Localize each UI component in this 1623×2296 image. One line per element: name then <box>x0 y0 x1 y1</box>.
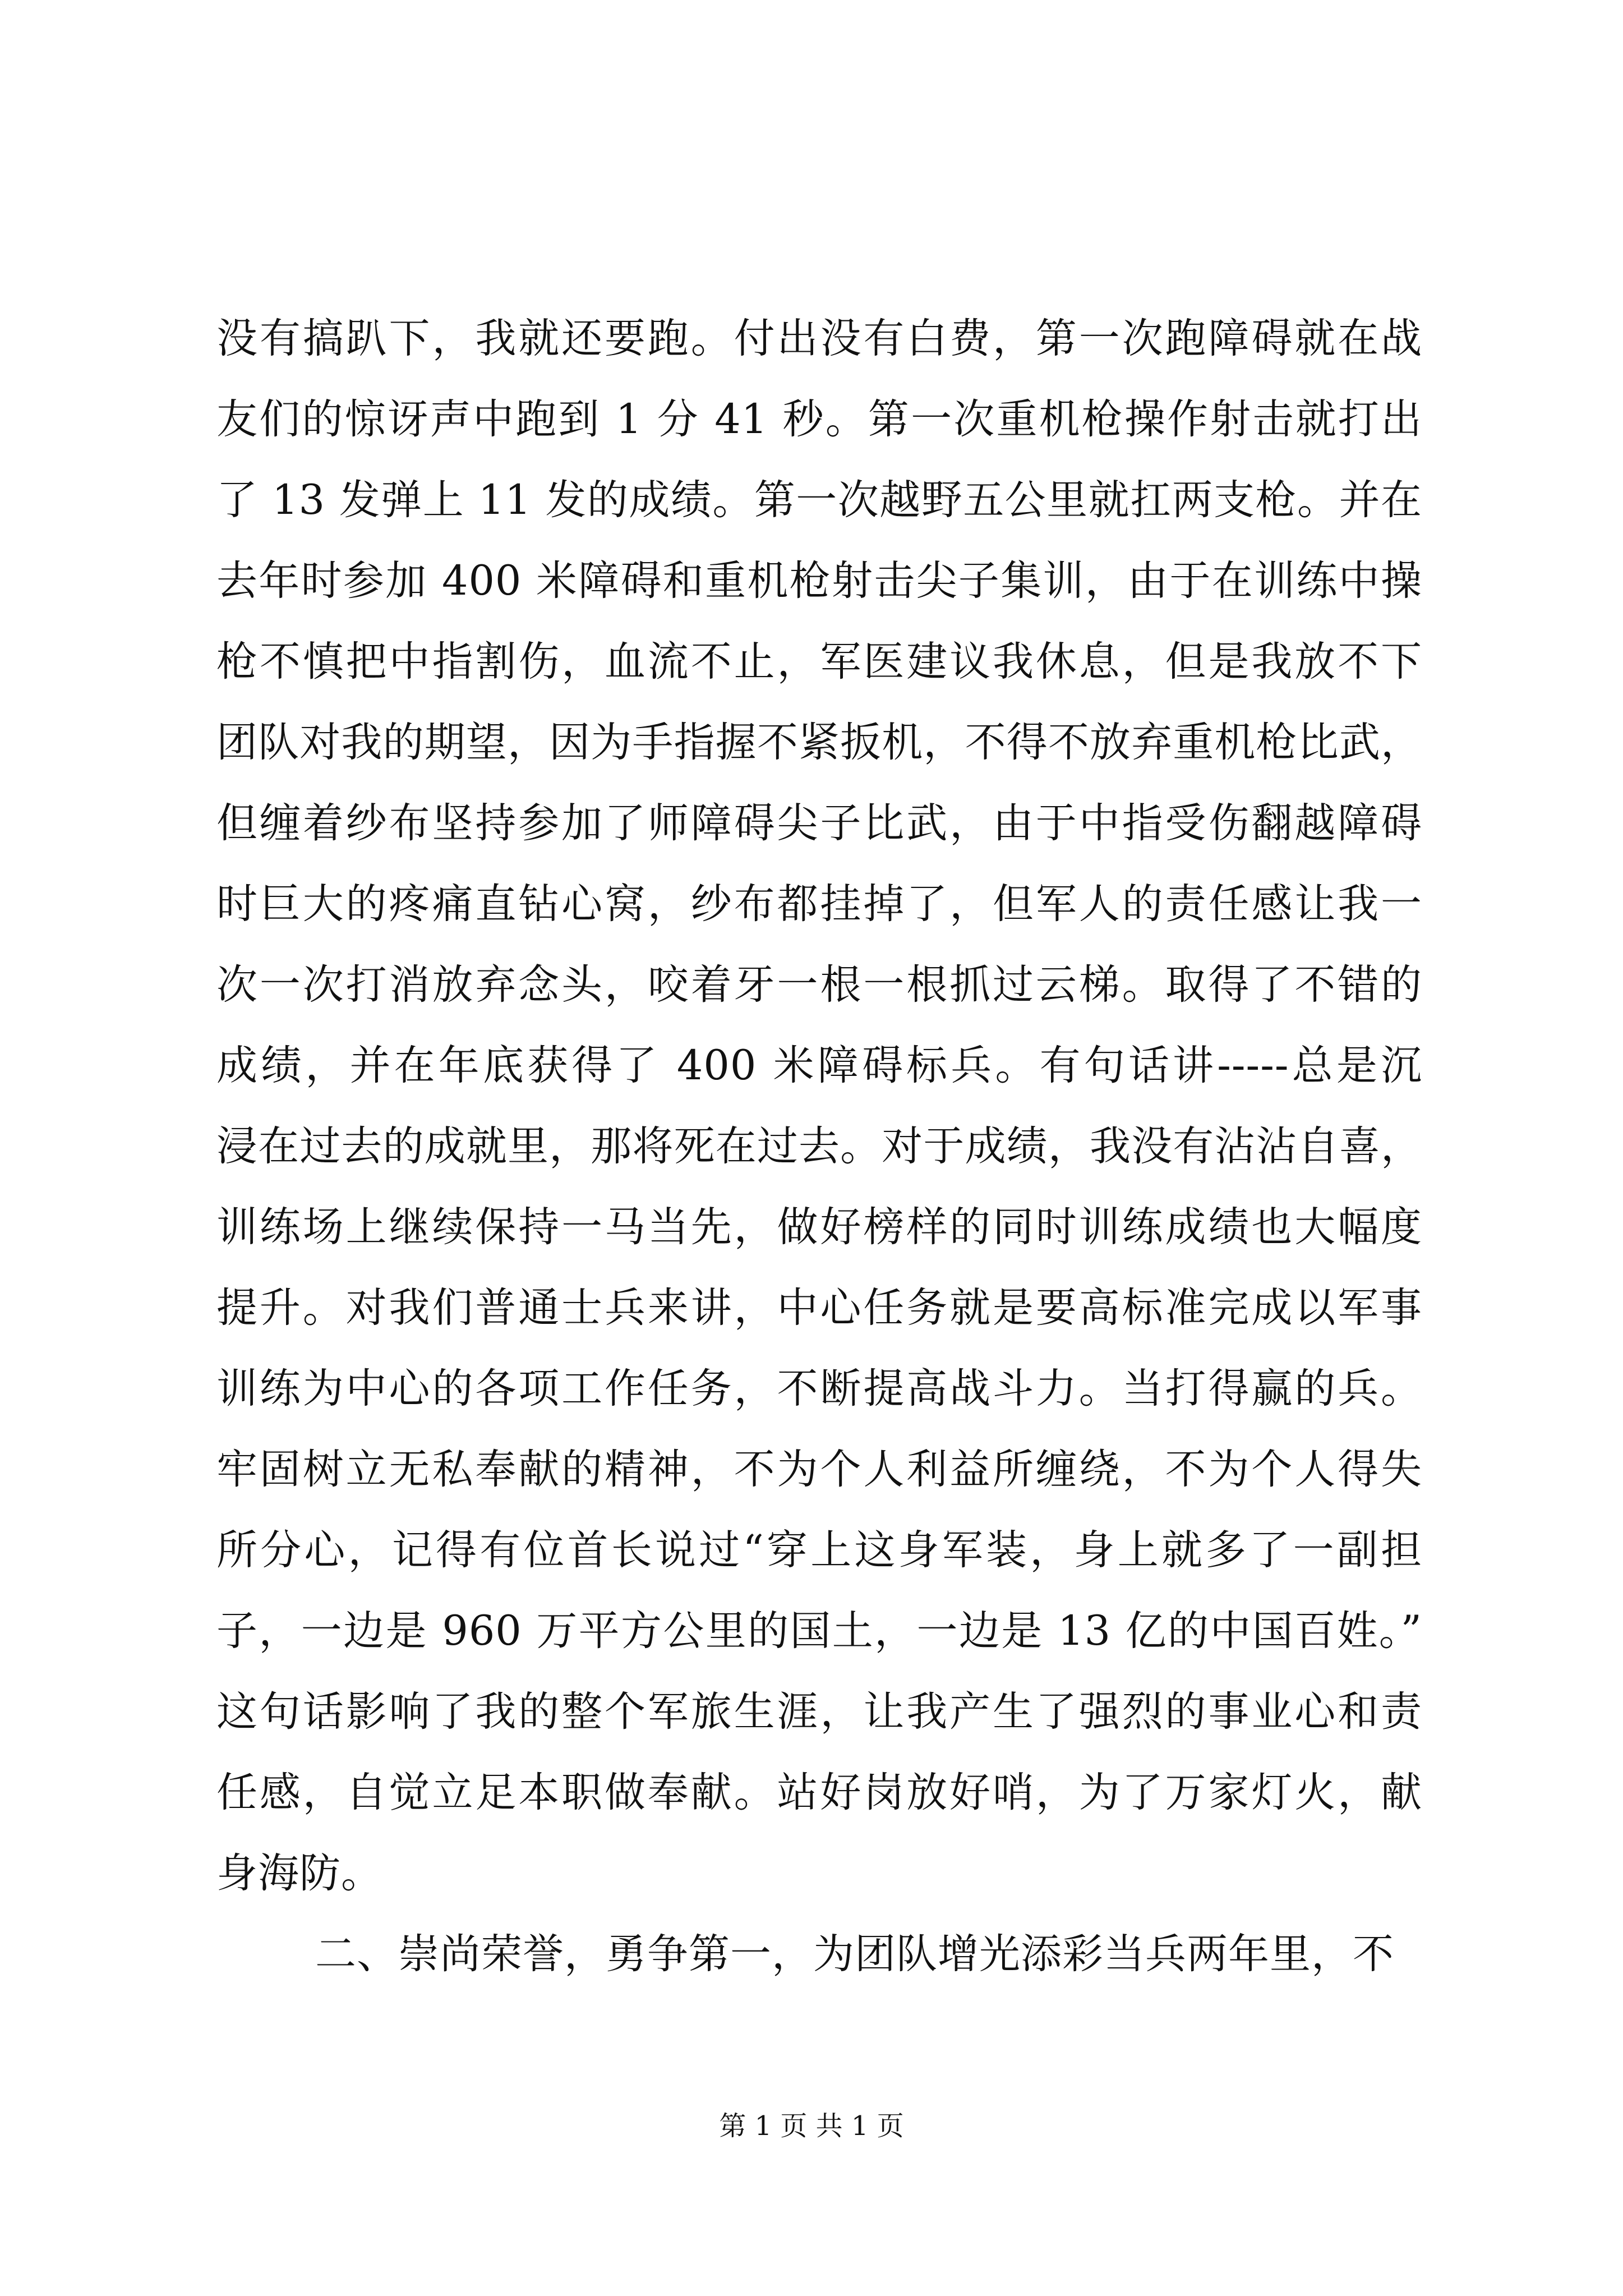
text-line: 团队对我的期望，因为手指握不紧扳机，不得不放弃重机枪比武， <box>216 719 1422 766</box>
text-line: 浸在过去的成就里，那将死在过去。对于成绩，我没有沾沾自喜， <box>216 1122 1422 1170</box>
page-number: 第 1 页 共 1 页 <box>719 2110 904 2142</box>
text-line: 了 13 发弹上 11 发的成绩。第一次越野五公里就扛两支枪。并在 <box>216 476 1422 524</box>
text-line: 但缠着纱布坚持参加了师障碍尖子比武，由于中指受伤翻越障碍 <box>216 799 1422 847</box>
text-line: 友们的惊讶声中跑到 1 分 41 秒。第一次重机枪操作射击就打出 <box>216 395 1422 443</box>
text-line: 这句话影响了我的整个军旅生涯，让我产生了强烈的事业心和责 <box>216 1688 1422 1736</box>
text-line: 枪不慎把中指割伤，血流不止，军医建议我休息，但是我放不下 <box>216 638 1422 685</box>
section-heading-line: 二、崇尚荣誉，勇争第一，为团队增光添彩当兵两年里，不 <box>315 1930 1394 1978</box>
page-footer <box>0 2109 1623 2143</box>
text-line: 成绩，并在年底获得了 400 米障碍标兵。有句话讲-----总是沉 <box>216 1042 1422 1089</box>
text-line: 子，一边是 960 万平方公里的国土，一边是 13 亿的中国百姓。” <box>216 1607 1422 1655</box>
body-text <box>216 298 1422 1995</box>
text-line: 所分心，记得有位首长说过“穿上这身军装，身上就多了一副担 <box>216 1526 1422 1574</box>
text-line: 次一次打消放弃念头，咬着牙一根一根抓过云梯。取得了不错的 <box>216 961 1422 1009</box>
text-line: 时巨大的疼痛直钻心窝，纱布都挂掉了，但军人的责任感让我一 <box>216 880 1422 928</box>
text-line-paragraph-end: 身海防。 <box>216 1849 382 1897</box>
text-line: 训练为中心的各项工作任务，不断提高战斗力。当打得赢的兵。 <box>216 1365 1422 1412</box>
text-line: 提升。对我们普通士兵来讲，中心任务就是要高标准完成以军事 <box>216 1284 1422 1332</box>
text-line: 任感，自觉立足本职做奉献。站好岗放好哨，为了万家灯火，献 <box>216 1769 1422 1816</box>
text-line: 训练场上继续保持一马当先，做好榜样的同时训练成绩也大幅度 <box>216 1203 1422 1251</box>
text-line: 去年时参加 400 米障碍和重机枪射击尖子集训，由于在训练中操 <box>216 557 1422 605</box>
text-line: 没有搞趴下，我就还要跑。付出没有白费，第一次跑障碍就在战 <box>216 315 1422 362</box>
text-line: 牢固树立无私奉献的精神，不为个人利益所缠绕，不为个人得失 <box>216 1446 1422 1493</box>
